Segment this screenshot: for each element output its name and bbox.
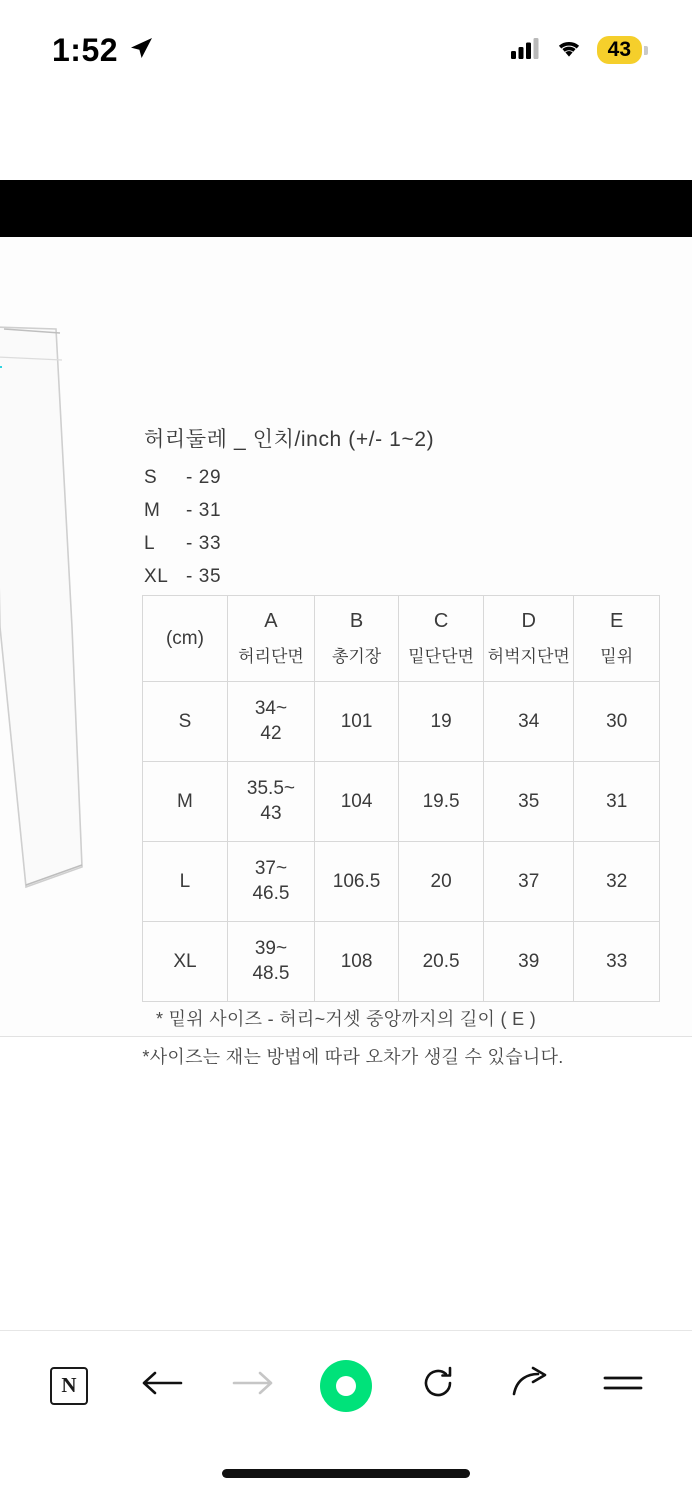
table-row [143, 762, 660, 842]
browser-toolbar [0, 1330, 692, 1440]
inch-row-size: L [144, 533, 156, 554]
cell-d: 35 [484, 762, 574, 842]
table-unit-header: (cm) [143, 596, 228, 682]
inch-row [144, 566, 434, 588]
cell-c: 20.5 [399, 922, 484, 1002]
inch-row-size: M [144, 500, 161, 521]
hamburger-menu-icon [603, 1372, 643, 1399]
cell-e: 30 [574, 682, 660, 762]
cell-e: 33 [574, 922, 660, 1002]
inch-row-size: S [144, 467, 158, 488]
cell-c: 19.5 [399, 762, 484, 842]
status-bar [0, 0, 692, 100]
cell-a: 37~ 46.5 [227, 842, 314, 922]
inch-row [144, 467, 434, 489]
row-size-label: M [143, 762, 228, 842]
cell-b: 106.5 [315, 842, 399, 922]
cell-d: 37 [484, 842, 574, 922]
note-line: * 밑위 사이즈 - 허리~거셋 중앙까지의 길이 ( E ) [155, 1009, 537, 1029]
inch-size-block [144, 423, 434, 599]
inch-row-size: XL [144, 566, 169, 587]
battery-indicator [597, 36, 648, 64]
cell-d: 34 [484, 682, 574, 762]
inch-title: 허리둘레 _ 인치/inch (+/- 1~2) [144, 428, 435, 451]
cell-b: 108 [315, 922, 399, 1002]
note-line: *사이즈는 재는 방법에 따라 오차가 생길 수 있습니다. [142, 1047, 564, 1067]
cell-a: 35.5~ 43 [227, 762, 314, 842]
cell-c: 19 [399, 682, 484, 762]
table-row [143, 682, 660, 762]
arrow-left-icon [139, 1368, 183, 1403]
menu-button[interactable] [594, 1357, 652, 1415]
status-bar-left [52, 32, 154, 69]
cell-b: 104 [315, 762, 399, 842]
battery-cap-icon [644, 46, 648, 55]
web-content[interactable] [0, 100, 692, 1330]
row-size-label: S [143, 682, 228, 762]
naver-home-button[interactable] [40, 1357, 98, 1415]
table-col-header-d: D 허벅지단면 [484, 596, 574, 682]
wifi-icon [554, 37, 584, 64]
inch-row-value: - 33 [186, 533, 222, 554]
location-arrow-icon [128, 35, 154, 66]
table-col-header-b: B 총기장 [315, 596, 399, 682]
table-header-row [143, 596, 660, 682]
inch-row-value: - 31 [186, 500, 222, 521]
cell-d: 39 [484, 922, 574, 1002]
size-notes [0, 1005, 692, 1081]
refresh-icon [420, 1365, 456, 1406]
row-size-label: XL [143, 922, 228, 1002]
bottom-safe-area [0, 1440, 692, 1500]
black-divider-band [0, 180, 692, 237]
naver-logo-icon: N [50, 1367, 88, 1405]
cell-a: 39~ 48.5 [227, 922, 314, 1002]
row-size-label: L [143, 842, 228, 922]
cell-a: 34~ 42 [227, 682, 314, 762]
cell-c: 20 [399, 842, 484, 922]
back-button[interactable] [132, 1357, 190, 1415]
home-indicator[interactable] [222, 1469, 470, 1478]
inch-row [144, 533, 434, 555]
table-col-header-e: E 밑위 [574, 596, 660, 682]
share-button[interactable] [502, 1357, 560, 1415]
size-measurement-table [142, 595, 660, 1002]
reload-button[interactable] [409, 1357, 467, 1415]
status-time: 1:52 [52, 31, 119, 68]
inch-row [144, 500, 434, 522]
naver-record-button[interactable] [317, 1357, 375, 1415]
table-row [143, 922, 660, 1002]
status-bar-right [511, 36, 648, 64]
size-chart-sheet [0, 237, 692, 1067]
battery-level: 43 [597, 36, 642, 64]
green-circle-icon [320, 1360, 372, 1412]
table-row [143, 842, 660, 922]
table-col-header-a: A 허리단면 [227, 596, 314, 682]
table-col-header-c: C 밑단단면 [399, 596, 484, 682]
garment-sketch-image [0, 327, 96, 907]
forward-button[interactable] [225, 1357, 283, 1415]
inch-row-value: - 29 [186, 467, 222, 488]
cellular-bars-icon [511, 37, 541, 64]
cell-e: 32 [574, 842, 660, 922]
share-arrow-icon [511, 1366, 551, 1405]
inch-row-value: - 35 [186, 566, 222, 587]
cell-e: 31 [574, 762, 660, 842]
cell-b: 101 [315, 682, 399, 762]
arrow-right-icon [232, 1368, 276, 1403]
